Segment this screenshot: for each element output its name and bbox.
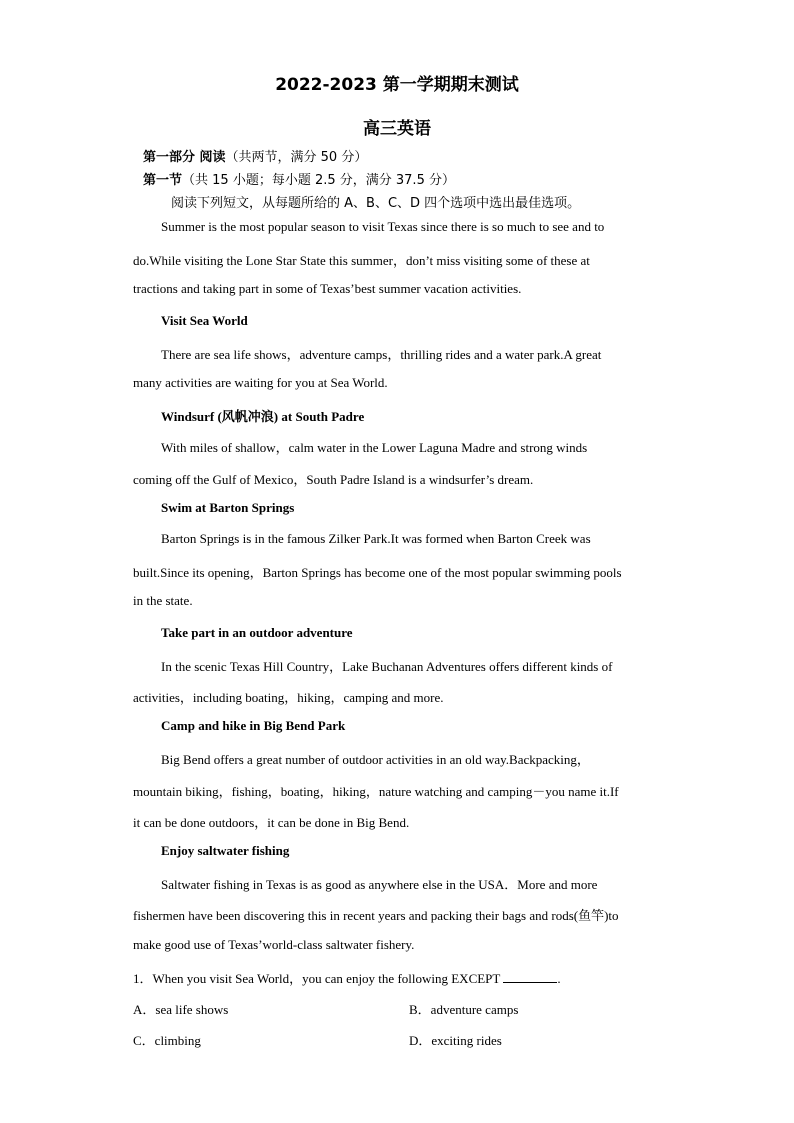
passage-line: Big Bend offers a great number of outdoor activities in an old way.Backpacking， xyxy=(161,752,590,767)
exam-title: 2022-2023 第一学期期末测试 xyxy=(275,75,519,95)
option-d[interactable]: D．exciting rides xyxy=(409,1033,502,1048)
passage-line: tractions and taking part in some of Texas’best summer vacation activities. xyxy=(133,281,522,296)
section-heading-saltwater-fishing: Enjoy saltwater fishing xyxy=(161,843,290,858)
instruction: 阅读下列短文，从每题所给的 A、B、C、D 四个选项中选出最佳选项。 xyxy=(171,196,581,211)
passage-line: Barton Springs is in the famous Zilker Park.It was formed when Barton Creek was xyxy=(161,531,591,546)
passage-line: it can be done outdoors，it can be done in Big Bend. xyxy=(133,815,410,830)
option-b[interactable]: B．adventure camps xyxy=(409,1002,519,1017)
option-a[interactable]: A．sea life shows xyxy=(133,1002,229,1017)
passage-line: In the scenic Texas Hill Country，Lake Buchanan Adventures offers different kinds of xyxy=(161,659,613,674)
section-heading-outdoor-adventure: Take part in an outdoor adventure xyxy=(161,625,353,640)
section-note: （共 15 小题；每小题 2.5 分，满分 37.5 分） xyxy=(182,173,455,188)
passage-line: activities，including boating，hiking，camping and more. xyxy=(133,690,444,705)
question-1 xyxy=(133,968,561,987)
question-1-text: 1．When you visit Sea World，you can enjoy the following EXCEPT xyxy=(133,971,501,986)
section-heading-big-bend: Camp and hike in Big Bend Park xyxy=(161,718,346,733)
passage-line: in the state. xyxy=(133,593,193,608)
section-heading xyxy=(143,169,455,188)
passage-line: There are sea life shows，adventure camps，thrilling rides and a water park.A great xyxy=(161,347,602,362)
section-label: 第一节 xyxy=(143,173,183,188)
option-c[interactable]: C．climbing xyxy=(133,1033,201,1048)
exam-subject: 高三英语 xyxy=(363,119,431,139)
passage-line: mountain biking，fishing，boating，hiking，nature watching and camping－you name it.If xyxy=(133,784,619,799)
passage-line: Summer is the most popular season to visit Texas since there is so much to see and to xyxy=(161,219,605,234)
passage-line: fishermen have been discovering this in recent years and packing their bags and rods(鱼竿)to xyxy=(133,908,619,923)
answer-blank[interactable] xyxy=(503,970,557,983)
section-heading-windsurf: Windsurf (风帆冲浪) at South Padre xyxy=(161,409,365,424)
part-label: 第一部分 阅读 xyxy=(143,150,226,165)
passage-line: built.Since its opening，Barton Springs has become one of the most popular swimming pools xyxy=(133,565,622,580)
passage-line: do.While visiting the Lone Star State this summer，don’t miss visiting some of these at xyxy=(133,253,590,268)
passage-line: make good use of Texas’world-class saltwater fishery. xyxy=(133,937,415,952)
section-heading-barton-springs: Swim at Barton Springs xyxy=(161,500,295,515)
passage-line: many activities are waiting for you at Sea World. xyxy=(133,375,388,390)
section-heading-sea-world: Visit Sea World xyxy=(161,313,248,328)
part-note: （共两节，满分 50 分） xyxy=(225,150,368,165)
question-1-end: . xyxy=(557,971,561,986)
part-heading xyxy=(143,146,367,165)
passage-line: coming off the Gulf of Mexico，South Padre Island is a windsurfer’s dream. xyxy=(133,472,534,487)
passage-line: With miles of shallow，calm water in the Lower Laguna Madre and strong winds xyxy=(161,440,588,455)
passage-line: Saltwater fishing in Texas is as good as anywhere else in the USA．More and more xyxy=(161,877,598,892)
